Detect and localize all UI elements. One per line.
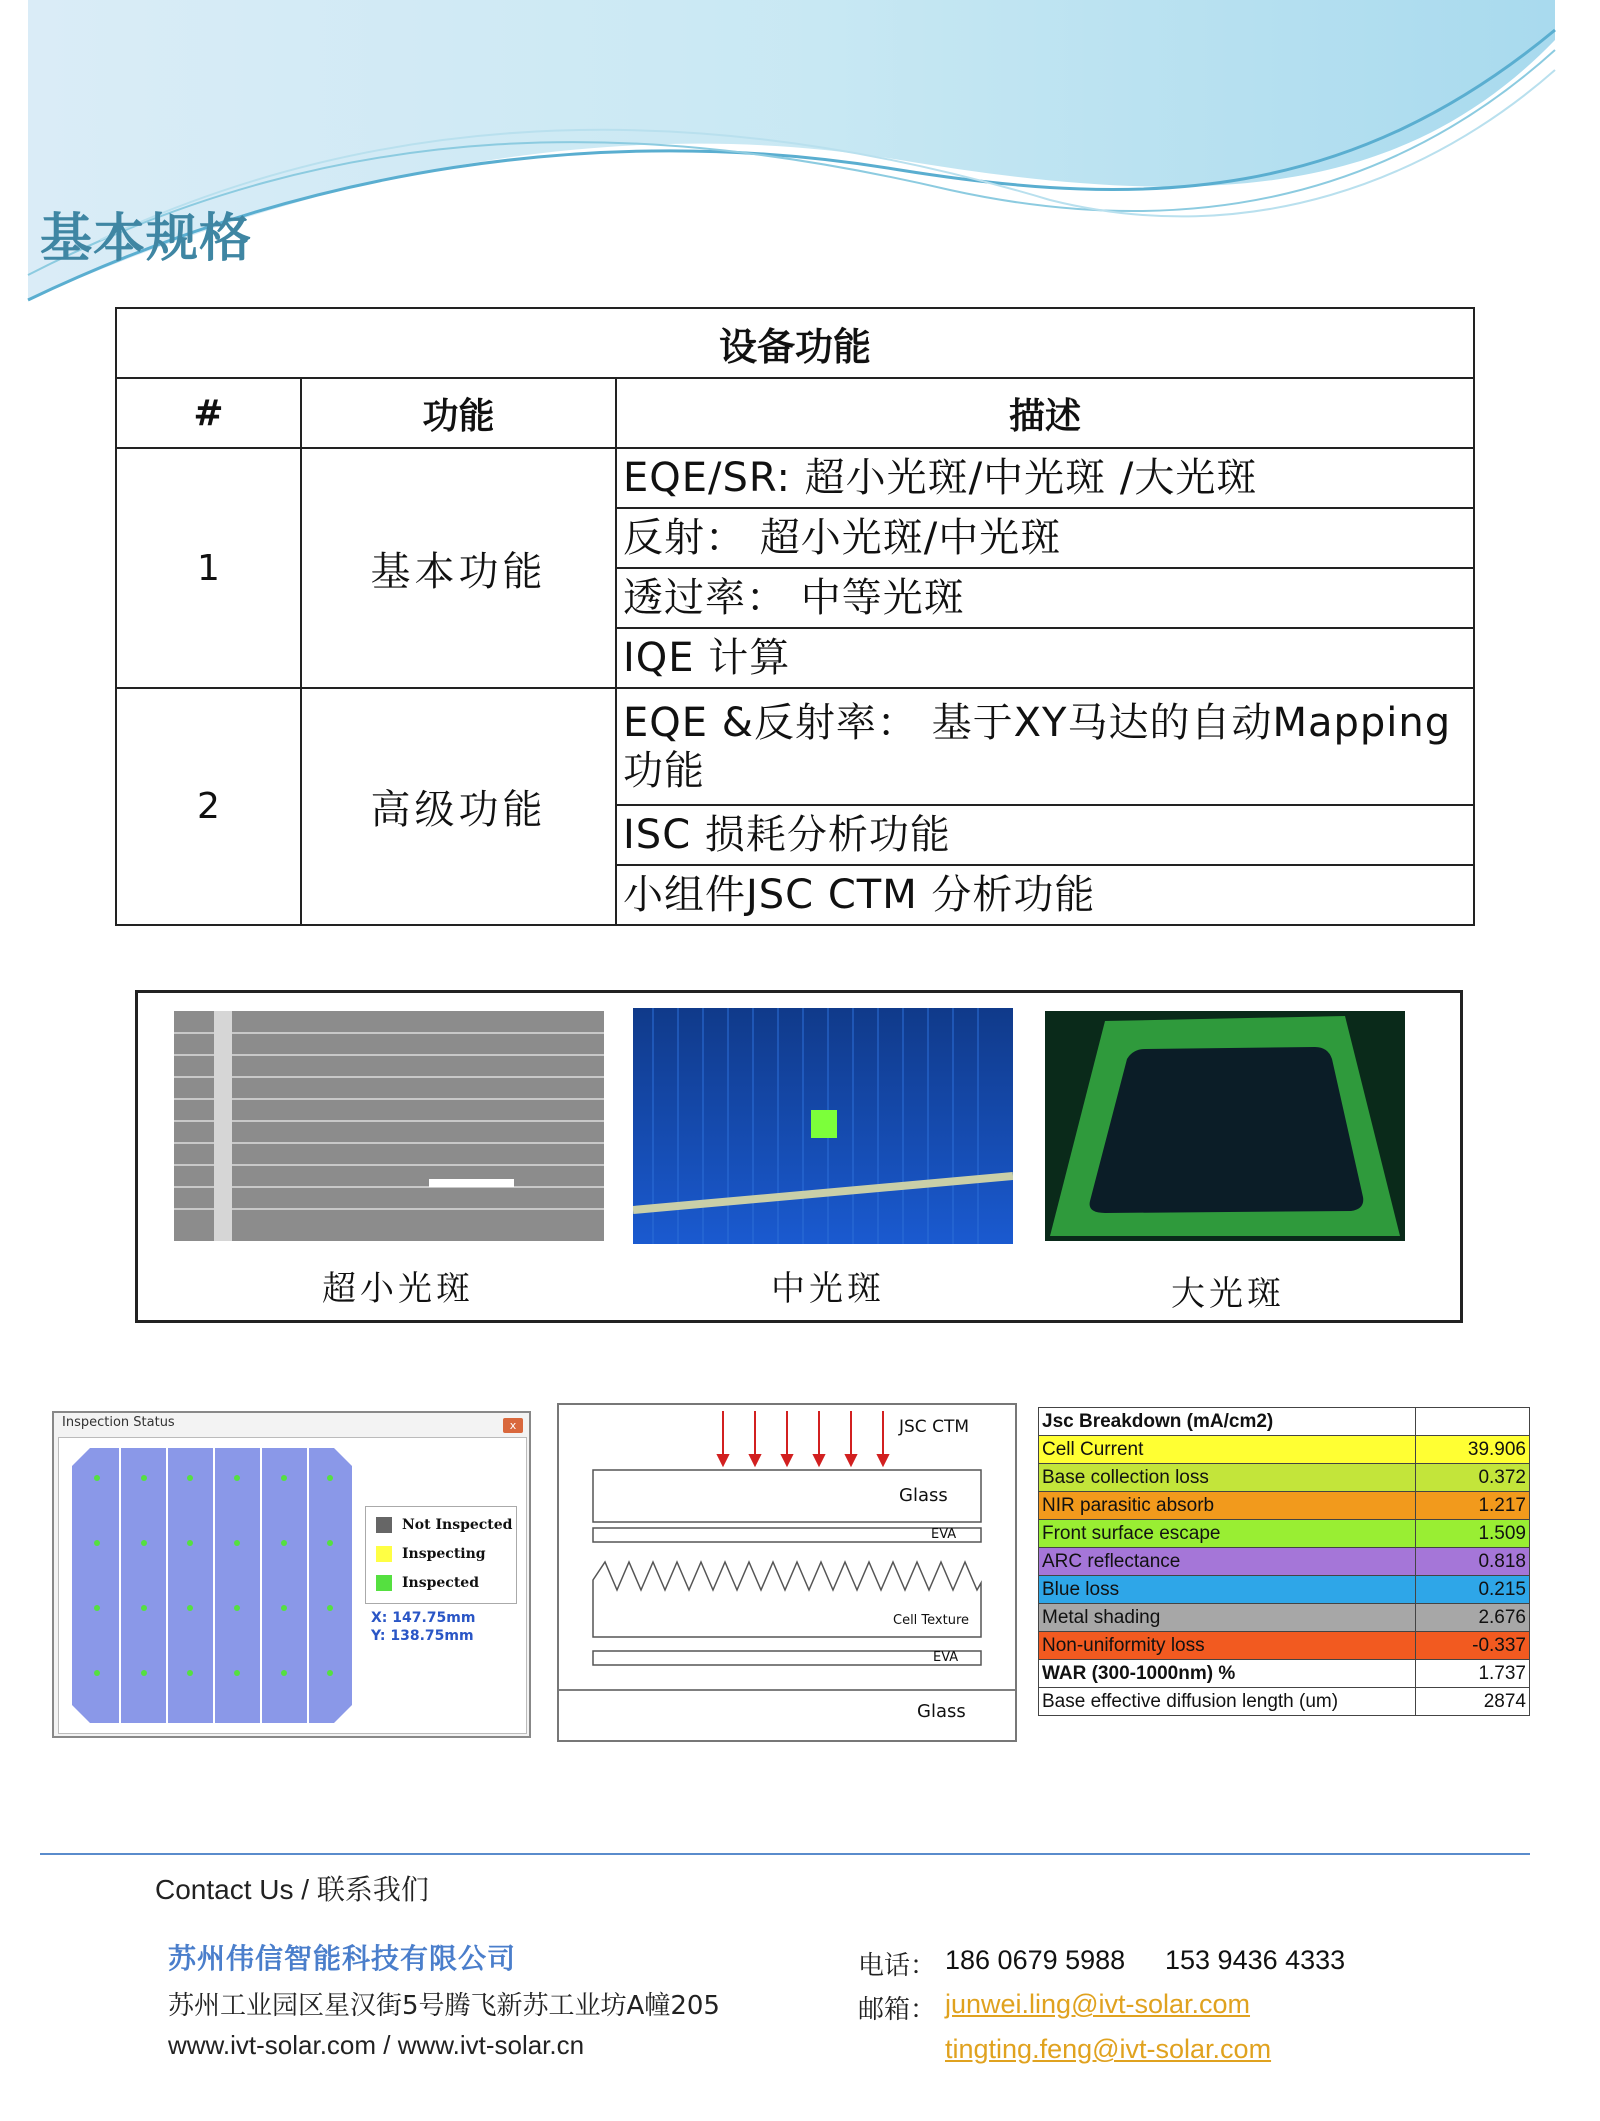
header-wave-decoration: [0, 0, 1600, 330]
description-cell: EQE &反射率： 基于XY马达的自动Mapping功能: [616, 688, 1474, 805]
jsc-breakdown-table: [1038, 1407, 1530, 1716]
inspection-window-title: Inspection Status: [62, 1415, 175, 1430]
breakdown-label: Cell Current: [1039, 1436, 1416, 1464]
large-spot-caption: 大光斑: [1171, 1274, 1285, 1314]
legend-item-not-inspected: [376, 1517, 512, 1533]
breakdown-label: Blue loss: [1039, 1576, 1416, 1604]
inspected-swatch: [376, 1575, 392, 1591]
cell-texture-label: Cell Texture: [893, 1613, 970, 1628]
breakdown-label: Non-uniformity loss: [1039, 1632, 1416, 1660]
breakdown-row: [1039, 1632, 1530, 1660]
close-icon[interactable]: x: [503, 1418, 523, 1433]
legend-label: Inspected: [402, 1575, 479, 1591]
jsc-ctm-diagram: [557, 1403, 1017, 1742]
medium-spot-caption: 中光斑: [771, 1269, 885, 1309]
breakdown-row: [1039, 1604, 1530, 1632]
email-link-1[interactable]: junwei.ling@ivt-solar.com: [945, 1989, 1251, 2019]
glass-top-label: Glass: [899, 1485, 948, 1506]
breakdown-row: [1039, 1436, 1530, 1464]
ultra-small-spot-caption: 超小光斑: [322, 1269, 474, 1309]
description-cell: 反射： 超小光斑/中光斑: [616, 508, 1474, 568]
company-address: 苏州工业园区星汉街5号腾飞新苏工业坊A幢205: [168, 1991, 720, 2021]
spec-table: [115, 307, 1475, 926]
breakdown-header-value: [1416, 1408, 1530, 1436]
website-links[interactable]: www.ivt-solar.com / www.ivt-solar.cn: [168, 2030, 585, 2060]
phone-number-2: 153 9436 4333: [1165, 1945, 1346, 1975]
jsc-ctm-label: JSC CTM: [899, 1417, 970, 1437]
layer-stack-graphic: [559, 1405, 1015, 1740]
breakdown-label: Front surface escape: [1039, 1520, 1416, 1548]
email-label: 邮箱：: [858, 1995, 937, 2025]
legend-item-inspecting: [376, 1546, 486, 1562]
table-caption: 设备功能: [116, 308, 1474, 378]
description-cell: IQE 计算: [616, 628, 1474, 688]
group-num: 2: [116, 688, 301, 925]
section-title: 基本规格: [40, 209, 253, 269]
company-name: 苏州伟信智能科技有限公司: [168, 1942, 517, 1975]
group-function: 基本功能: [301, 448, 616, 688]
breakdown-header: Jsc Breakdown (mA/cm2): [1039, 1408, 1416, 1436]
breakdown-value: 2874: [1416, 1688, 1530, 1716]
description-cell: EQE/SR: 超小光斑/中光斑 /大光斑: [616, 448, 1474, 508]
breakdown-label: Metal shading: [1039, 1604, 1416, 1632]
phone-number-1: 186 0679 5988: [945, 1945, 1126, 1975]
breakdown-label: ARC reflectance: [1039, 1548, 1416, 1576]
group-num: 1: [116, 448, 301, 688]
large-spot-image: [1045, 1011, 1405, 1241]
breakdown-row: [1039, 1492, 1530, 1520]
eva-top-label: EVA: [931, 1527, 957, 1542]
breakdown-value: 39.906: [1416, 1436, 1530, 1464]
inspecting-swatch: [376, 1546, 392, 1562]
breakdown-row: [1039, 1576, 1530, 1604]
header-function: 功能: [301, 378, 616, 448]
breakdown-value: 1.737: [1416, 1660, 1530, 1688]
wafer-map: [72, 1448, 352, 1723]
legend-item-inspected: [376, 1575, 479, 1591]
inspection-legend: [365, 1506, 517, 1604]
description-cell: ISC 损耗分析功能: [616, 805, 1474, 865]
spot-images-panel: [135, 990, 1463, 1323]
breakdown-row: [1039, 1660, 1530, 1688]
breakdown-row: [1039, 1464, 1530, 1492]
x-coordinate: X: 147.75mm: [371, 1610, 476, 1626]
contact-heading: Contact Us / 联系我们: [155, 1874, 429, 1905]
glass-bottom-label: Glass: [917, 1701, 966, 1722]
breakdown-label: Base collection loss: [1039, 1464, 1416, 1492]
breakdown-value: 1.509: [1416, 1520, 1530, 1548]
inspection-panel: [58, 1437, 527, 1734]
breakdown-value: 2.676: [1416, 1604, 1530, 1632]
legend-label: Inspecting: [402, 1546, 486, 1562]
y-coordinate: Y: 138.75mm: [371, 1628, 474, 1644]
inspection-status-window: [52, 1411, 531, 1738]
breakdown-row: [1039, 1548, 1530, 1576]
medium-spot-image: [633, 1008, 1013, 1244]
breakdown-value: 0.372: [1416, 1464, 1530, 1492]
footer-divider: [40, 1853, 1530, 1855]
description-cell: 小组件JSC CTM 分析功能: [616, 865, 1474, 925]
breakdown-value: 0.215: [1416, 1576, 1530, 1604]
not-inspected-swatch: [376, 1517, 392, 1533]
breakdown-value: -0.337: [1416, 1632, 1530, 1660]
breakdown-label: Base effective diffusion length (um): [1039, 1688, 1416, 1716]
phone-label: 电话：: [858, 1951, 937, 1981]
header-num: #: [116, 378, 301, 448]
email-link-2[interactable]: tingting.feng@ivt-solar.com: [945, 2034, 1272, 2064]
breakdown-value: 1.217: [1416, 1492, 1530, 1520]
eva-bottom-label: EVA: [933, 1650, 959, 1665]
breakdown-value: 0.818: [1416, 1548, 1530, 1576]
breakdown-label: WAR (300-1000nm) %: [1039, 1660, 1416, 1688]
breakdown-row: [1039, 1688, 1530, 1716]
header-description: 描述: [616, 378, 1474, 448]
legend-label: Not Inspected: [402, 1517, 513, 1533]
description-cell: 透过率： 中等光斑: [616, 568, 1474, 628]
breakdown-label: NIR parasitic absorb: [1039, 1492, 1416, 1520]
group-function: 高级功能: [301, 688, 616, 925]
ultra-small-spot-image: [174, 1011, 604, 1241]
breakdown-row: [1039, 1520, 1530, 1548]
